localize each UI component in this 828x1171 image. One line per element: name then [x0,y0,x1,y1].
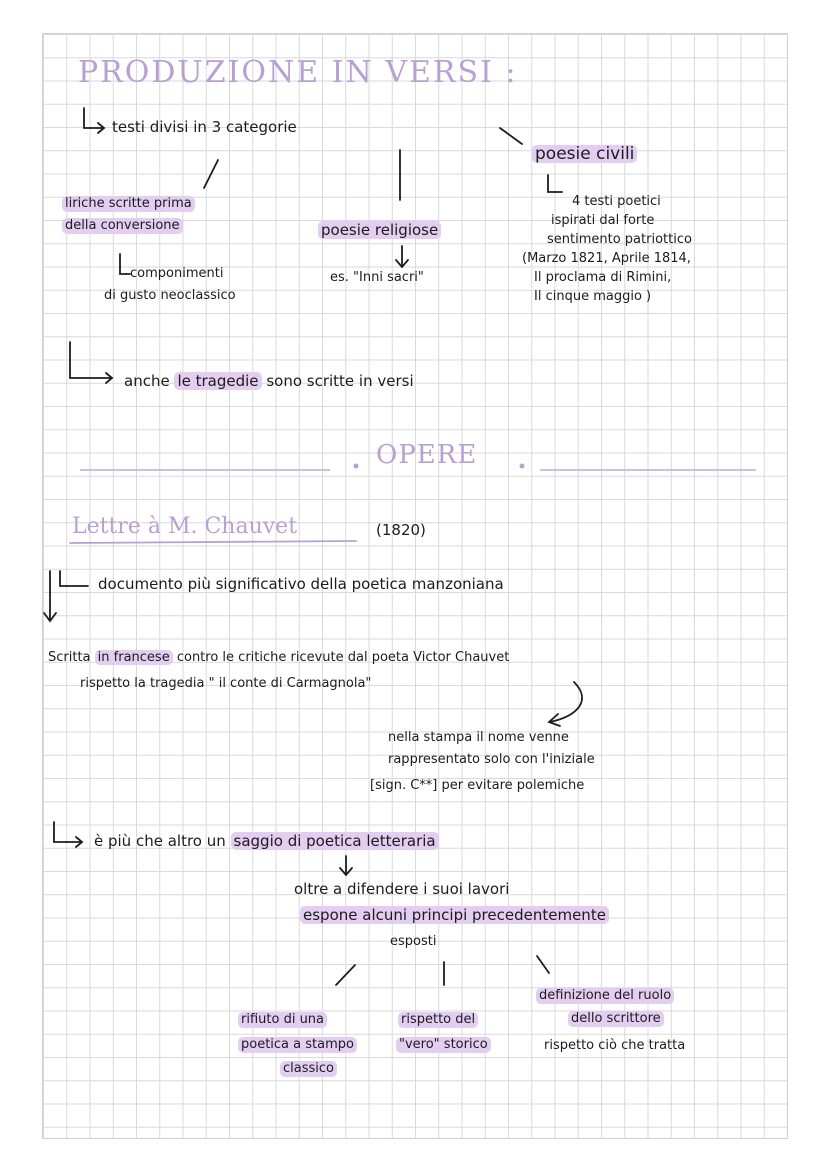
principle-3-line-1: definizione del ruolo [536,988,674,1004]
principle-2-line-2: "vero" storico [396,1037,491,1053]
category-poesie-civili: poesie civili [532,145,637,163]
principle-1-line-2: poetica a stampo [238,1037,357,1053]
written-line-1 [48,650,509,666]
civili-detail-5: Il proclama di Rimini, [534,270,672,285]
principle-1-line-3: classico [280,1061,337,1077]
tragedie-line [124,372,414,390]
defend-line-1: oltre a difendere i suoi lavori [294,880,510,898]
civili-detail-3: sentimento patriottico [547,232,692,247]
category-liriche-line1: liriche scritte prima [62,196,195,212]
section-title-opere: OPERE [376,440,478,470]
civili-detail-4: (Marzo 1821, Aprile 1814, [522,251,691,266]
religiose-example: es. "Inni sacri" [330,270,424,285]
intro-text: testi divisi in 3 categorie [112,118,297,136]
principle-1-line-1: rifiuto di una [238,1012,327,1028]
written-pre: Scritta [48,650,91,665]
principle-2-line-1: rispetto del [398,1012,478,1028]
essay-pre: è più che altro un [94,832,226,850]
liriche-detail-1: componimenti [130,266,224,281]
work-title: Lettre à M. Chauvet [72,514,298,539]
principle-3-line-3: rispetto ciò che tratta [544,1038,686,1053]
written-line-2: rispetto la tragedia " il conte di Carmagnola" [80,676,372,691]
civili-detail-2: ispirati dal forte [551,213,655,228]
note-line-3: [sign. C**] per evitare polemiche [370,778,585,793]
essay-line [94,832,439,850]
category-liriche-line2: della conversione [62,218,183,234]
note-line-2: rappresentato solo con l'iniziale [388,752,595,767]
point-documento: documento più significativo della poetica manzoniana [98,575,504,593]
essay-highlight: saggio di poetica letteraria [231,832,439,850]
written-post: contro le critiche ricevute dal poeta Victor Chauvet [176,650,510,665]
category-poesie-religiose: poesie religiose [318,221,441,239]
liriche-detail-2: di gusto neoclassico [104,288,236,303]
principle-3-line-2: dello scrittore [568,1011,664,1027]
section-title-produzione: PRODUZIONE IN VERSI : [78,55,518,90]
civili-detail-6: Il cinque maggio ) [534,289,652,304]
tragedie-pre: anche [124,372,170,390]
work-year: (1820) [376,521,426,539]
defend-line-3: esposti [390,934,437,949]
defend-line-2: espone alcuni principi precedentemente [300,906,609,924]
written-highlight: in francese [95,650,173,665]
note-line-1: nella stampa il nome venne [388,730,569,745]
civili-detail-1: 4 testi poetici [572,194,661,209]
tragedie-post: sono scritte in versi [266,372,414,390]
tragedie-highlight: le tragedie [174,372,261,390]
